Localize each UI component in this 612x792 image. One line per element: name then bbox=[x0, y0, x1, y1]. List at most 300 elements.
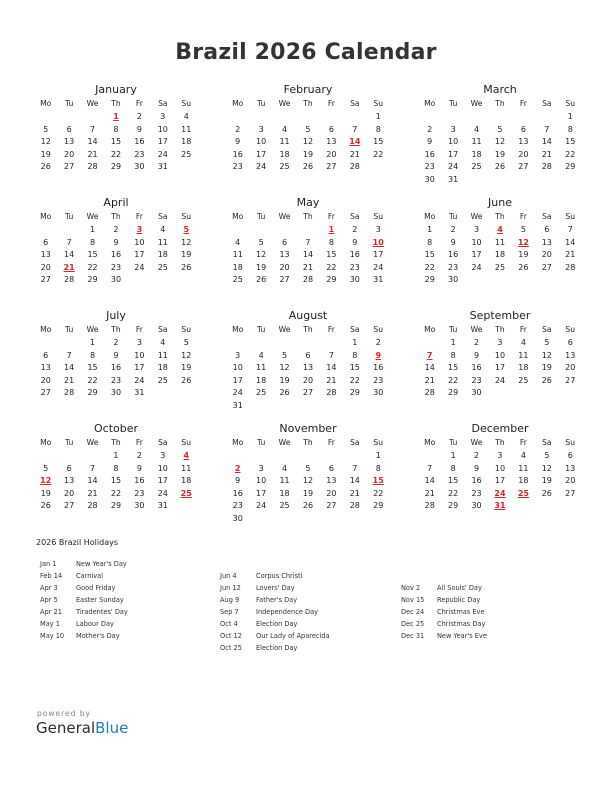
day-cell bbox=[488, 174, 511, 187]
day-cell: 19 bbox=[40, 488, 51, 498]
weekday-label: Fr bbox=[519, 99, 527, 108]
day-cell: 16 bbox=[448, 250, 459, 259]
day-cell: 26 bbox=[181, 262, 192, 272]
weekday-label: Mo bbox=[40, 212, 52, 221]
week-row bbox=[418, 136, 582, 149]
holiday-date: Dec 31 bbox=[401, 632, 425, 640]
holiday-date: Aug 9 bbox=[220, 596, 240, 604]
day-cell: 8 bbox=[427, 237, 433, 247]
day-cell: 15 bbox=[349, 363, 360, 372]
day-cell: 2 bbox=[375, 338, 381, 347]
weekday-label: Sa bbox=[350, 99, 360, 108]
day-cell bbox=[418, 337, 441, 350]
day-cell: 15 bbox=[326, 250, 337, 259]
day-cell: 3 bbox=[136, 338, 142, 347]
day-cell: 11 bbox=[471, 137, 482, 146]
day-cell bbox=[367, 400, 390, 413]
day-cell: 11 bbox=[157, 350, 168, 360]
month-name: October bbox=[93, 422, 139, 435]
weekday-label: Th bbox=[495, 212, 505, 221]
weekday-label: Sa bbox=[542, 325, 552, 334]
day-cell: 8 bbox=[375, 124, 381, 134]
day-cell: 16 bbox=[134, 137, 145, 146]
week-row bbox=[34, 463, 198, 476]
week-row bbox=[418, 475, 582, 488]
day-cell: 17 bbox=[373, 250, 384, 259]
holiday-day: 5 bbox=[183, 225, 190, 234]
day-cell: 21 bbox=[541, 149, 552, 159]
day-cell bbox=[175, 161, 198, 174]
day-cell: 6 bbox=[328, 463, 334, 473]
month-october bbox=[34, 421, 198, 534]
day-cell: 29 bbox=[87, 275, 98, 284]
day-cell: 16 bbox=[134, 476, 145, 485]
day-cell: 8 bbox=[328, 237, 334, 247]
day-cell: 12 bbox=[541, 350, 552, 360]
holiday-name: New Year's Day bbox=[76, 560, 127, 568]
day-cell: 27 bbox=[64, 501, 75, 510]
day-cell: 18 bbox=[518, 363, 529, 372]
day-cell: 1 bbox=[352, 338, 358, 347]
holiday-item bbox=[220, 582, 330, 594]
weekday-label: Fr bbox=[327, 212, 335, 221]
day-cell bbox=[535, 174, 558, 187]
day-cell: 28 bbox=[302, 275, 314, 284]
day-cell: 18 bbox=[157, 363, 168, 372]
month-name: November bbox=[279, 422, 337, 435]
day-cell: 25 bbox=[232, 275, 243, 284]
holiday-item bbox=[40, 630, 128, 642]
day-cell: 17 bbox=[256, 488, 267, 498]
day-cell: 5 bbox=[305, 124, 311, 134]
day-cell bbox=[226, 224, 249, 237]
day-cell: 28 bbox=[424, 501, 435, 510]
day-cell: 20 bbox=[279, 262, 290, 272]
day-cell: 7 bbox=[66, 237, 72, 247]
day-cell bbox=[34, 111, 57, 124]
day-cell: 22 bbox=[110, 488, 122, 498]
holiday-name: Election Day bbox=[256, 644, 298, 652]
day-cell: 18 bbox=[279, 488, 290, 498]
day-cell: 16 bbox=[373, 363, 384, 372]
holiday-item bbox=[401, 606, 487, 618]
week-row bbox=[226, 350, 390, 363]
day-cell: 5 bbox=[544, 338, 550, 347]
day-cell: 24 bbox=[256, 501, 267, 510]
day-cell: 8 bbox=[352, 350, 358, 360]
holiday-name: Carnival bbox=[76, 572, 104, 580]
day-cell bbox=[273, 450, 296, 463]
day-cell: 25 bbox=[279, 501, 290, 510]
weekday-label: We bbox=[86, 212, 99, 221]
day-cell: 2 bbox=[136, 451, 142, 460]
day-cell: 17 bbox=[232, 375, 243, 385]
weekday-label: Fr bbox=[519, 438, 527, 447]
month-name: August bbox=[288, 309, 328, 322]
day-cell: 5 bbox=[258, 237, 264, 247]
day-cell: 15 bbox=[448, 476, 459, 485]
week-row bbox=[418, 161, 582, 174]
week-row bbox=[418, 274, 582, 287]
day-cell: 1 bbox=[375, 451, 381, 460]
day-cell: 21 bbox=[87, 149, 98, 159]
day-cell bbox=[320, 111, 343, 124]
page-title: Brazil 2026 Calendar bbox=[175, 40, 437, 65]
day-cell: 24 bbox=[134, 262, 145, 272]
month-november bbox=[226, 421, 390, 534]
weekday-header bbox=[34, 97, 198, 111]
day-cell: 5 bbox=[497, 124, 503, 134]
day-cell: 29 bbox=[373, 501, 384, 510]
holiday-item bbox=[401, 630, 487, 642]
holiday-name: Easter Sunday bbox=[76, 596, 124, 604]
day-cell: 18 bbox=[494, 250, 506, 259]
day-cell bbox=[320, 400, 343, 413]
day-cell: 3 bbox=[258, 463, 264, 473]
day-cell: 20 bbox=[326, 488, 337, 498]
weekday-label: Tu bbox=[64, 212, 74, 221]
day-cell: 10 bbox=[134, 237, 145, 247]
day-cell: 14 bbox=[541, 137, 552, 146]
day-cell bbox=[226, 111, 249, 124]
day-cell: 5 bbox=[544, 451, 550, 460]
day-cell: 20 bbox=[565, 363, 576, 372]
day-cell bbox=[559, 174, 582, 187]
day-cell: 14 bbox=[64, 363, 75, 372]
day-cell: 9 bbox=[235, 137, 241, 146]
holiday-date: Jun 4 bbox=[220, 572, 237, 580]
day-cell: 7 bbox=[352, 124, 358, 134]
day-cell: 11 bbox=[256, 363, 267, 372]
week-row bbox=[418, 111, 582, 124]
day-cell: 4 bbox=[282, 463, 288, 473]
weekday-label: Su bbox=[565, 325, 576, 334]
day-cell bbox=[249, 337, 272, 350]
brand-logo[interactable] bbox=[36, 719, 128, 737]
holiday-item bbox=[40, 570, 128, 582]
day-cell: 28 bbox=[565, 262, 576, 272]
day-cell: 27 bbox=[565, 375, 576, 385]
weekday-header bbox=[418, 97, 582, 111]
day-cell: 13 bbox=[40, 250, 51, 259]
day-cell: 27 bbox=[326, 501, 337, 510]
week-row bbox=[418, 488, 582, 501]
day-cell: 16 bbox=[471, 363, 482, 372]
day-cell: 29 bbox=[110, 162, 122, 171]
holiday-date: Apr 5 bbox=[40, 596, 58, 604]
week-row bbox=[34, 149, 198, 162]
day-cell: 27 bbox=[40, 275, 51, 284]
holiday-item bbox=[220, 642, 330, 654]
day-cell: 4 bbox=[160, 225, 166, 234]
weekday-label: Sa bbox=[350, 212, 360, 221]
day-cell: 3 bbox=[497, 451, 503, 460]
day-cell: 20 bbox=[40, 262, 51, 272]
day-cell: 14 bbox=[326, 363, 337, 372]
weekday-label: Fr bbox=[327, 99, 335, 108]
day-cell bbox=[273, 513, 296, 526]
day-cell: 10 bbox=[157, 463, 168, 473]
day-cell: 12 bbox=[256, 250, 267, 259]
weekday-label: Fr bbox=[327, 438, 335, 447]
day-cell: 30 bbox=[448, 275, 459, 284]
day-cell: 3 bbox=[474, 225, 480, 234]
day-cell: 7 bbox=[66, 350, 72, 360]
week-row bbox=[418, 124, 582, 137]
month-may bbox=[226, 195, 390, 308]
day-cell: 28 bbox=[87, 162, 98, 171]
day-cell: 12 bbox=[181, 350, 192, 360]
day-cell: 4 bbox=[474, 124, 480, 134]
weekday-label: Su bbox=[565, 438, 576, 447]
day-cell: 10 bbox=[134, 350, 145, 360]
day-cell: 25 bbox=[157, 262, 168, 272]
day-cell: 30 bbox=[110, 275, 122, 284]
day-cell: 9 bbox=[352, 237, 358, 247]
day-cell: 2 bbox=[113, 338, 119, 347]
week-row bbox=[226, 500, 390, 513]
day-cell: 23 bbox=[232, 162, 243, 171]
day-cell bbox=[465, 111, 488, 124]
day-cell: 3 bbox=[375, 225, 381, 234]
month-april bbox=[34, 195, 198, 308]
day-cell bbox=[273, 111, 296, 124]
day-cell: 6 bbox=[66, 463, 72, 473]
holiday-column bbox=[220, 570, 330, 654]
day-cell: 10 bbox=[256, 476, 267, 485]
day-cell: 4 bbox=[235, 237, 241, 247]
day-cell: 14 bbox=[424, 476, 435, 485]
day-cell bbox=[296, 400, 319, 413]
day-cell: 9 bbox=[235, 476, 241, 485]
week-row bbox=[418, 387, 582, 400]
holiday-item bbox=[220, 618, 330, 630]
day-cell: 22 bbox=[448, 375, 459, 385]
day-cell bbox=[320, 450, 343, 463]
day-cell bbox=[512, 500, 535, 513]
week-row bbox=[226, 450, 390, 463]
day-cell: 6 bbox=[282, 237, 288, 247]
week-row bbox=[34, 450, 198, 463]
day-cell: 6 bbox=[328, 124, 334, 134]
day-cell bbox=[151, 387, 174, 400]
day-cell bbox=[512, 174, 535, 187]
day-cell: 21 bbox=[87, 488, 98, 498]
day-cell: 11 bbox=[518, 463, 529, 473]
day-cell: 19 bbox=[256, 262, 267, 272]
day-cell: 20 bbox=[518, 149, 529, 159]
holiday-item bbox=[40, 618, 128, 630]
week-row bbox=[226, 400, 390, 413]
day-cell bbox=[226, 337, 249, 350]
weekday-label: Mo bbox=[40, 99, 52, 108]
holiday-date: Oct 12 bbox=[220, 632, 242, 640]
weekday-label: Th bbox=[111, 99, 121, 108]
day-cell: 11 bbox=[279, 137, 290, 146]
day-cell: 7 bbox=[90, 124, 96, 134]
day-cell: 20 bbox=[64, 149, 75, 159]
month-july bbox=[34, 308, 198, 421]
day-cell: 22 bbox=[87, 375, 98, 385]
day-cell: 17 bbox=[256, 149, 267, 159]
day-cell: 25 bbox=[157, 375, 168, 385]
day-cell bbox=[57, 224, 80, 237]
day-cell: 6 bbox=[520, 124, 526, 134]
holiday-item bbox=[40, 594, 128, 606]
day-cell: 27 bbox=[326, 162, 337, 171]
day-cell: 15 bbox=[110, 137, 122, 146]
week-row bbox=[418, 149, 582, 162]
day-cell: 1 bbox=[375, 112, 381, 121]
day-cell bbox=[559, 387, 582, 400]
day-cell: 2 bbox=[113, 225, 119, 234]
day-cell bbox=[535, 387, 558, 400]
day-cell bbox=[81, 111, 104, 124]
holiday-name: Christmas Eve bbox=[437, 608, 485, 616]
holiday-day: 7 bbox=[426, 350, 433, 360]
weekday-label: Su bbox=[181, 99, 192, 108]
weekday-label: We bbox=[278, 438, 291, 447]
week-row bbox=[418, 362, 582, 375]
day-cell: 2 bbox=[235, 124, 241, 134]
day-cell: 26 bbox=[181, 375, 192, 385]
day-cell: 17 bbox=[494, 363, 506, 372]
holiday-item bbox=[40, 558, 128, 570]
day-cell: 11 bbox=[232, 250, 243, 259]
holiday-name: Christmas Day bbox=[437, 620, 486, 628]
day-cell: 4 bbox=[282, 124, 288, 134]
week-row bbox=[226, 124, 390, 137]
day-cell: 7 bbox=[352, 463, 358, 473]
week-row bbox=[34, 337, 198, 350]
month-name: December bbox=[471, 422, 529, 435]
day-cell: 9 bbox=[136, 463, 142, 473]
day-cell: 21 bbox=[565, 250, 576, 259]
day-cell: 27 bbox=[64, 162, 75, 171]
day-cell: 10 bbox=[471, 237, 482, 247]
holiday-date: May 10 bbox=[40, 632, 65, 640]
holiday-day: 25 bbox=[517, 488, 529, 498]
weekday-label: Fr bbox=[135, 212, 143, 221]
day-cell: 2 bbox=[427, 124, 433, 134]
day-cell: 24 bbox=[256, 162, 267, 171]
week-row bbox=[418, 224, 582, 237]
holiday-date: Feb 14 bbox=[40, 572, 63, 580]
week-row bbox=[34, 350, 198, 363]
day-cell: 9 bbox=[113, 350, 119, 360]
holiday-date: Dec 24 bbox=[401, 608, 425, 616]
day-cell bbox=[559, 274, 582, 287]
day-cell: 8 bbox=[90, 350, 96, 360]
day-cell: 29 bbox=[448, 501, 459, 510]
day-cell: 9 bbox=[474, 463, 480, 473]
day-cell: 28 bbox=[326, 388, 337, 397]
day-cell: 26 bbox=[40, 162, 51, 171]
day-cell: 23 bbox=[134, 488, 145, 498]
day-cell: 12 bbox=[302, 476, 314, 485]
holiday-date: Apr 3 bbox=[40, 584, 58, 592]
day-cell bbox=[249, 450, 272, 463]
day-cell: 6 bbox=[43, 350, 49, 360]
day-cell: 22 bbox=[565, 149, 576, 159]
weekday-label: Tu bbox=[64, 438, 74, 447]
month-name: April bbox=[103, 196, 129, 209]
weekday-label: Sa bbox=[158, 212, 168, 221]
day-cell: 10 bbox=[448, 137, 459, 146]
weekday-label: We bbox=[278, 325, 291, 334]
weekday-label: Su bbox=[565, 212, 576, 221]
holiday-column bbox=[40, 558, 128, 642]
day-cell: 4 bbox=[258, 350, 264, 360]
day-cell: 23 bbox=[349, 262, 360, 272]
day-cell: 16 bbox=[471, 476, 482, 485]
holiday-day: 10 bbox=[372, 237, 384, 247]
month-december bbox=[418, 421, 582, 534]
powered-by-text: powered by bbox=[37, 709, 91, 718]
day-cell: 25 bbox=[256, 388, 267, 397]
day-cell: 5 bbox=[305, 463, 311, 473]
day-cell: 29 bbox=[565, 162, 576, 171]
week-row bbox=[226, 387, 390, 400]
day-cell: 4 bbox=[520, 338, 526, 347]
day-cell: 19 bbox=[302, 149, 314, 159]
day-cell: 13 bbox=[541, 237, 552, 247]
day-cell: 12 bbox=[302, 137, 314, 146]
weekday-label: Sa bbox=[542, 438, 552, 447]
day-cell: 10 bbox=[157, 124, 168, 134]
day-cell: 18 bbox=[279, 149, 290, 159]
day-cell: 29 bbox=[87, 388, 98, 397]
day-cell: 15 bbox=[448, 363, 459, 372]
day-cell bbox=[249, 400, 272, 413]
day-cell: 24 bbox=[494, 375, 506, 385]
day-cell: 26 bbox=[40, 501, 51, 510]
day-cell: 23 bbox=[471, 375, 482, 385]
day-cell: 2 bbox=[450, 225, 456, 234]
holiday-item bbox=[220, 570, 330, 582]
weekday-label: Mo bbox=[424, 438, 436, 447]
weekday-label: Sa bbox=[158, 99, 168, 108]
weekday-label: Mo bbox=[232, 438, 244, 447]
day-cell bbox=[128, 274, 151, 287]
day-cell: 18 bbox=[181, 476, 192, 485]
day-cell: 16 bbox=[110, 250, 122, 259]
month-name: February bbox=[283, 83, 333, 96]
day-cell: 24 bbox=[157, 149, 168, 159]
day-cell: 28 bbox=[349, 162, 360, 171]
day-cell bbox=[559, 500, 582, 513]
holiday-name: Election Day bbox=[256, 620, 298, 628]
weekday-label: Tu bbox=[448, 99, 458, 108]
day-cell: 23 bbox=[232, 501, 243, 510]
day-cell: 8 bbox=[375, 463, 381, 473]
day-cell: 28 bbox=[541, 162, 552, 171]
day-cell: 19 bbox=[181, 363, 192, 372]
day-cell: 25 bbox=[279, 162, 290, 171]
day-cell: 6 bbox=[544, 225, 550, 234]
month-name: July bbox=[106, 309, 126, 322]
day-cell: 31 bbox=[134, 388, 145, 397]
day-cell: 30 bbox=[232, 513, 243, 523]
day-cell: 8 bbox=[450, 350, 456, 360]
day-cell: 6 bbox=[567, 451, 573, 460]
day-cell: 22 bbox=[373, 488, 384, 498]
day-cell: 22 bbox=[110, 149, 122, 159]
week-row bbox=[34, 274, 198, 287]
day-cell: 14 bbox=[87, 476, 98, 485]
day-cell: 8 bbox=[450, 463, 456, 473]
weekday-label: Tu bbox=[256, 325, 266, 334]
